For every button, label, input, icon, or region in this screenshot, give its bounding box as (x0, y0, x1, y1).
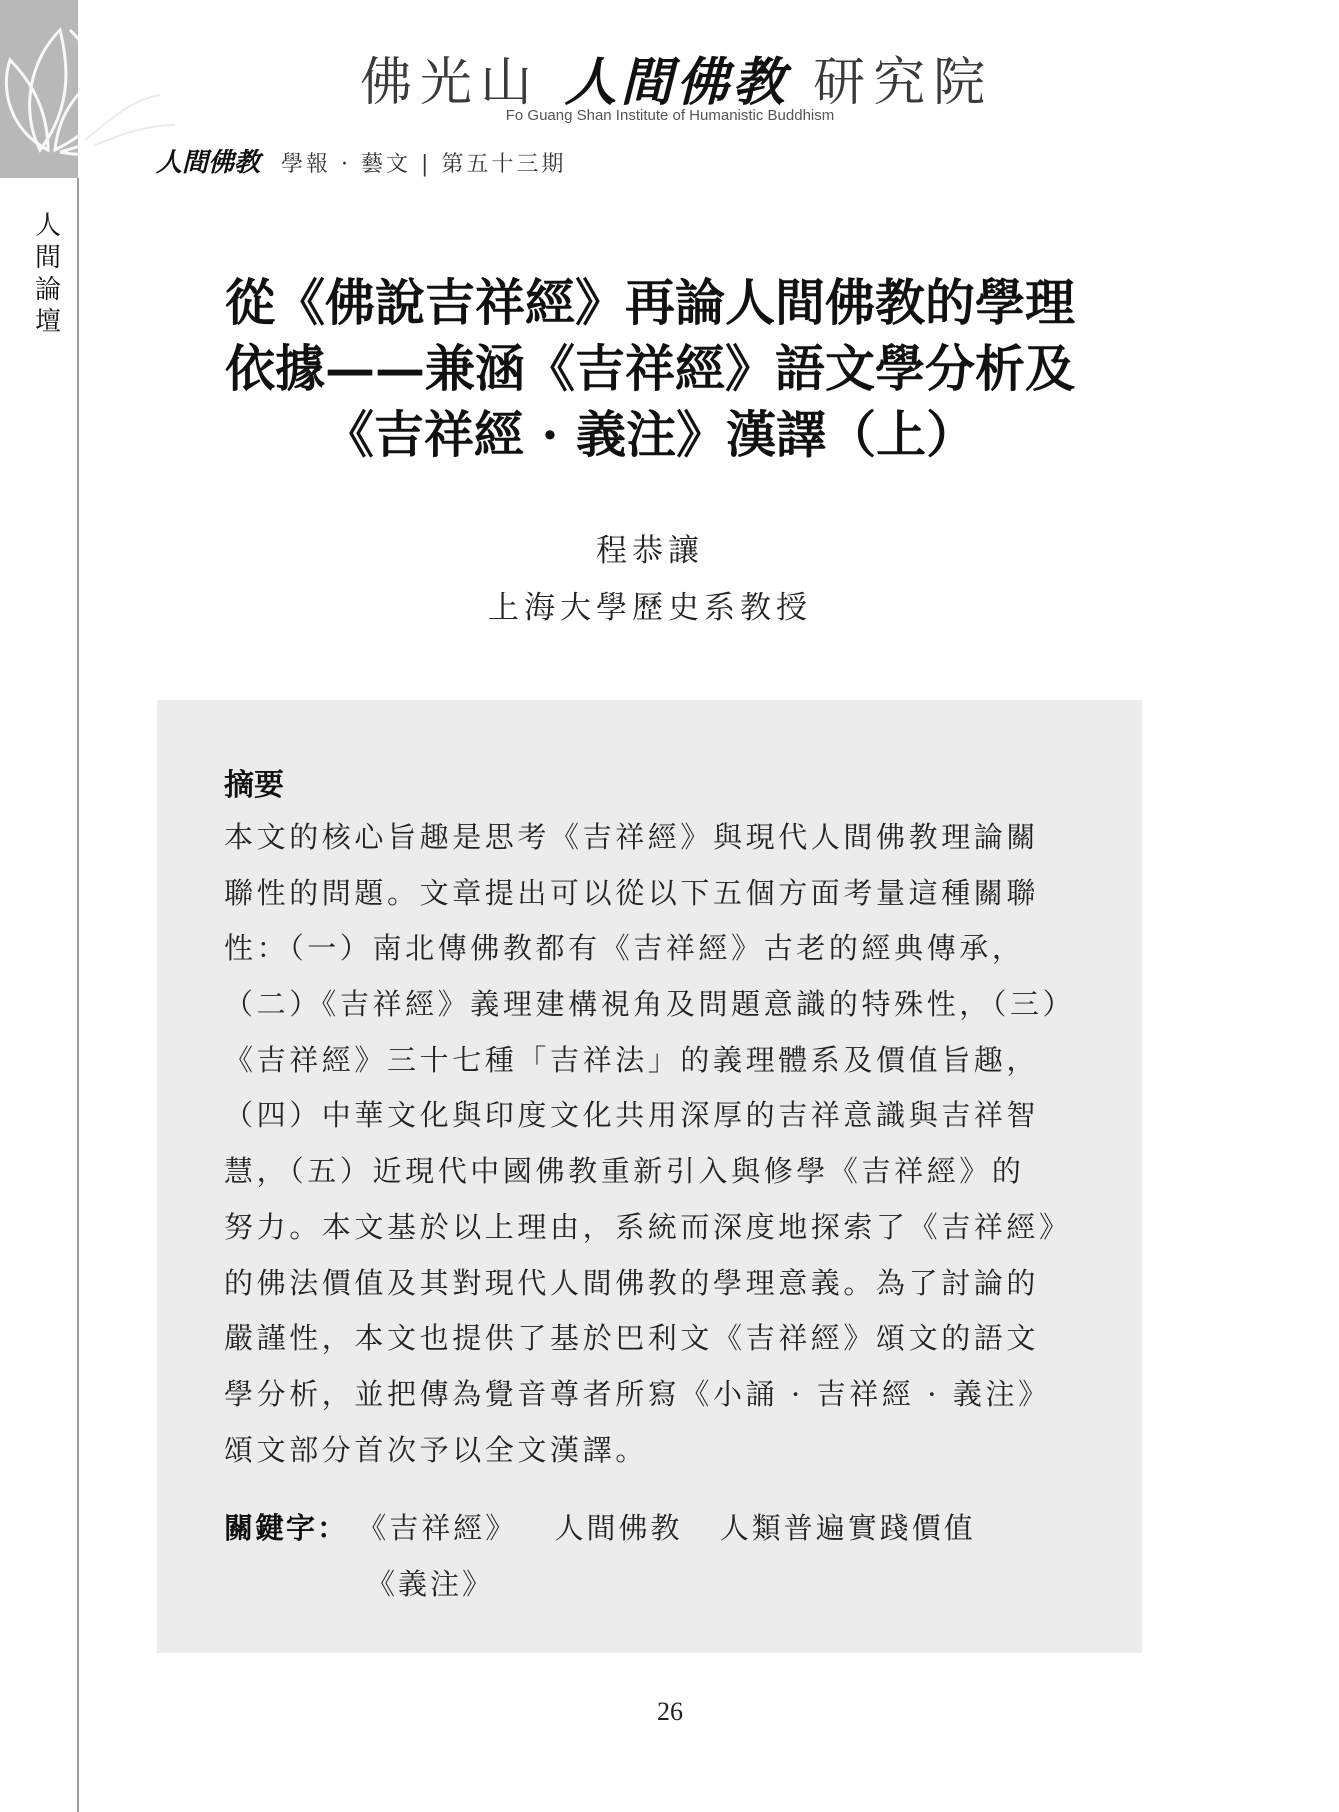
keyword: 人間佛教 (554, 1511, 683, 1545)
journal-issue-info: 學報 · 藝文 | 第五十三期 (281, 152, 567, 177)
author-affiliation: 上海大學歷史系教授 (488, 590, 812, 626)
abstract-line: 的佛法價值及其對現代人間佛教的學理意義。為了討論的 (224, 1265, 1040, 1300)
section-side-label (30, 210, 66, 338)
keyword: 人類普遍實踐價值 (719, 1511, 976, 1545)
abstract-line: 學分析，並把傳為覺音尊者所寫《小誦 · 吉祥經 · 義注》 (224, 1376, 1051, 1411)
abstract-line: 《吉祥經》三十七種「吉祥法」的義理體系及價值旨趣， (224, 1042, 1040, 1077)
journal-brand: 人間佛教 (156, 148, 261, 178)
keyword: 《義注》 (366, 1567, 495, 1601)
abstract-heading: 摘要 (224, 768, 284, 803)
title-line: 《吉祥經 · 義注》漢譯（上） (323, 405, 977, 464)
side-label-char: 人 (34, 211, 61, 241)
lotus-logo-icon (0, 0, 180, 180)
page-number: 26 (657, 1697, 683, 1726)
keywords-row (224, 1500, 1004, 1556)
institute-prefix: 佛光山 (360, 53, 541, 113)
abstract-box (157, 700, 1142, 1653)
title-line: 依據——兼涵《吉祥經》語文學分析及 (225, 339, 1075, 398)
abstract-line: 努力。本文基於以上理由，系統而深度地探索了《吉祥經》 (224, 1209, 1072, 1244)
article-title (170, 270, 1130, 468)
institute-suffix: 研究院 (813, 53, 994, 113)
left-margin-rule (77, 178, 79, 1812)
institute-name (360, 40, 994, 115)
abstract-line: 本文的核心旨趣是思考《吉祥經》與現代人間佛教理論關 (224, 820, 1040, 854)
abstract-line: 性：（一）南北傳佛教都有《吉祥經》古老的經典傳承， (224, 931, 1025, 966)
abstract-body (224, 810, 1079, 1478)
institute-brand: 人間佛教 (564, 53, 789, 113)
abstract-line: 聯性的問題。文章提出可以從以下五個方面考量這種關聯 (224, 875, 1040, 910)
side-label-char: 壇 (34, 307, 61, 337)
keywords (224, 1500, 1004, 1612)
keywords-label: 關鍵字： (224, 1511, 349, 1545)
abstract-line: 慧，（五）近現代中國佛教重新引入與修學《吉祥經》的 (224, 1154, 1025, 1189)
keyword: 《吉祥經》 (357, 1511, 518, 1545)
abstract-line: （四）中華文化與印度文化共用深厚的吉祥意識與吉祥智 (224, 1098, 1040, 1133)
keywords-row (224, 1556, 1004, 1612)
side-label-char: 間 (34, 243, 61, 273)
abstract-line: 頌文部分首次予以全文漢譯。 (224, 1432, 648, 1467)
abstract-line: 嚴謹性，本文也提供了基於巴利文《吉祥經》頌文的語文 (224, 1321, 1040, 1356)
abstract-line: （二）《吉祥經》義理建構視角及問題意識的特殊性，（三） (224, 987, 1076, 1022)
side-label-char: 論 (34, 275, 61, 305)
journal-running-header (156, 142, 566, 179)
author-name: 程恭讓 (596, 533, 704, 569)
institute-english-name: Fo Guang Shan Institute of Humanistic Buddhism (505, 107, 835, 124)
title-line: 從《佛說吉祥經》再論人間佛教的學理 (225, 273, 1075, 332)
